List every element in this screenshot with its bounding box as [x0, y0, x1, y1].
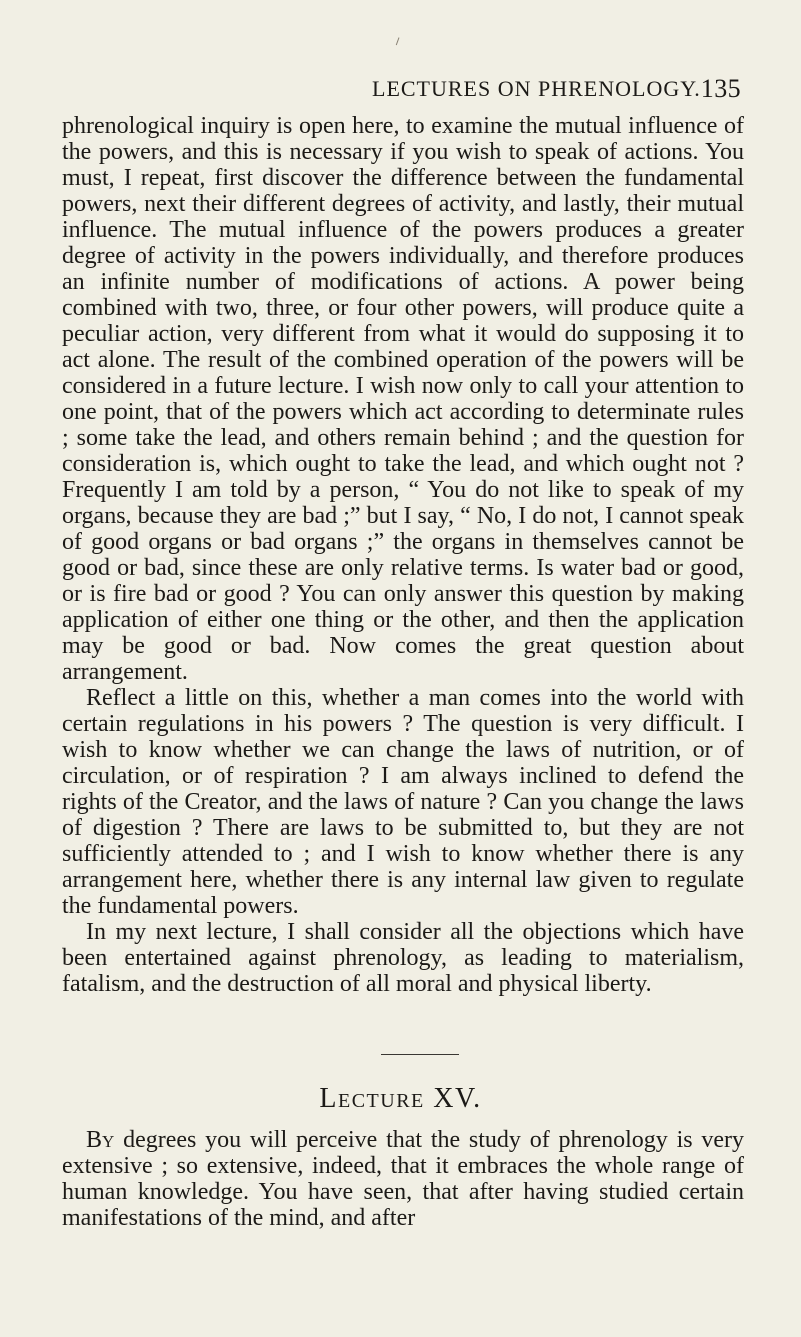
running-header [92, 72, 747, 112]
paragraph-1: phrenological inquiry is open here, to examine the mutual influence of the powers, and this is necessary if you wish to speak of actions. You must, I repeat, first discover the difference between the fundamental powers, next their different degrees of activity, and lastly, their mutual influence. The mutual influence of the powers produces a greater degree of activity in the powers individually, and therefore produces an infinite number of modifications of actions. A power being combined with two, three, or four other powers, will produce quite a peculiar action, very different from what it would do supposing it to act alone. The result of the combined operation of the powers will be considered in a future lecture. I wish now only to call your attention to one point, that of the powers which act according to determinate rules ; some take the lead, and others remain behind ; and the question for consideration is, which ought to take the lead, and which ought not ? Frequently I am told by a person, “ You do not like to speak of my organs, because they are bad ;” but I say, “ No, I do not, I cannot speak of good organs or bad organs ;” the organs in themselves cannot be good or bad, since these are only relative terms. Is water bad or good, or is fire bad or good ? You can only answer this question by making application of either one thing or the other, and then the application may be good or bad. Now comes the great question about arrangement. [62, 113, 744, 685]
paragraph-2: Reflect a little on this, whether a man comes into the world with certain regulations in his powers ? The question is very difficult. I wish to know whether we can change the laws of nutrition, or of circulation, or of respiration ? I am always inclined to defend the rights of the Creator, and the laws of nature ? Can you change the laws of digestion ? There are laws to be submitted to, but they are not sufficiently attended to ; and I wish to know whether there is any arrangement here, whether there is any internal law given to regulate the fundamental powers. [62, 685, 744, 919]
header-title: LECTURES ON PHRENOLOGY. [372, 76, 701, 101]
lecture-lead-word: By [86, 1127, 115, 1153]
lecture-opening-paragraph [62, 1127, 744, 1231]
main-text [62, 113, 744, 997]
lecture-heading: Lecture XV. [319, 1083, 482, 1114]
corner-mark [396, 37, 403, 46]
lecture-opening-text: degrees you will perceive that the study of phrenology is very extensive ; so extensive, indeed, that it embraces the whole range of human knowledge. You have seen, that after having studied certain manifestations of the mind, and after [62, 1127, 744, 1231]
page-number: 135 [700, 74, 741, 103]
section-divider [381, 1054, 459, 1055]
paragraph-3: In my next lecture, I shall consider all the objections which have been entertained against phrenology, as leading to materialism, fatalism, and the destruction of all moral and physical liberty. [62, 919, 744, 997]
